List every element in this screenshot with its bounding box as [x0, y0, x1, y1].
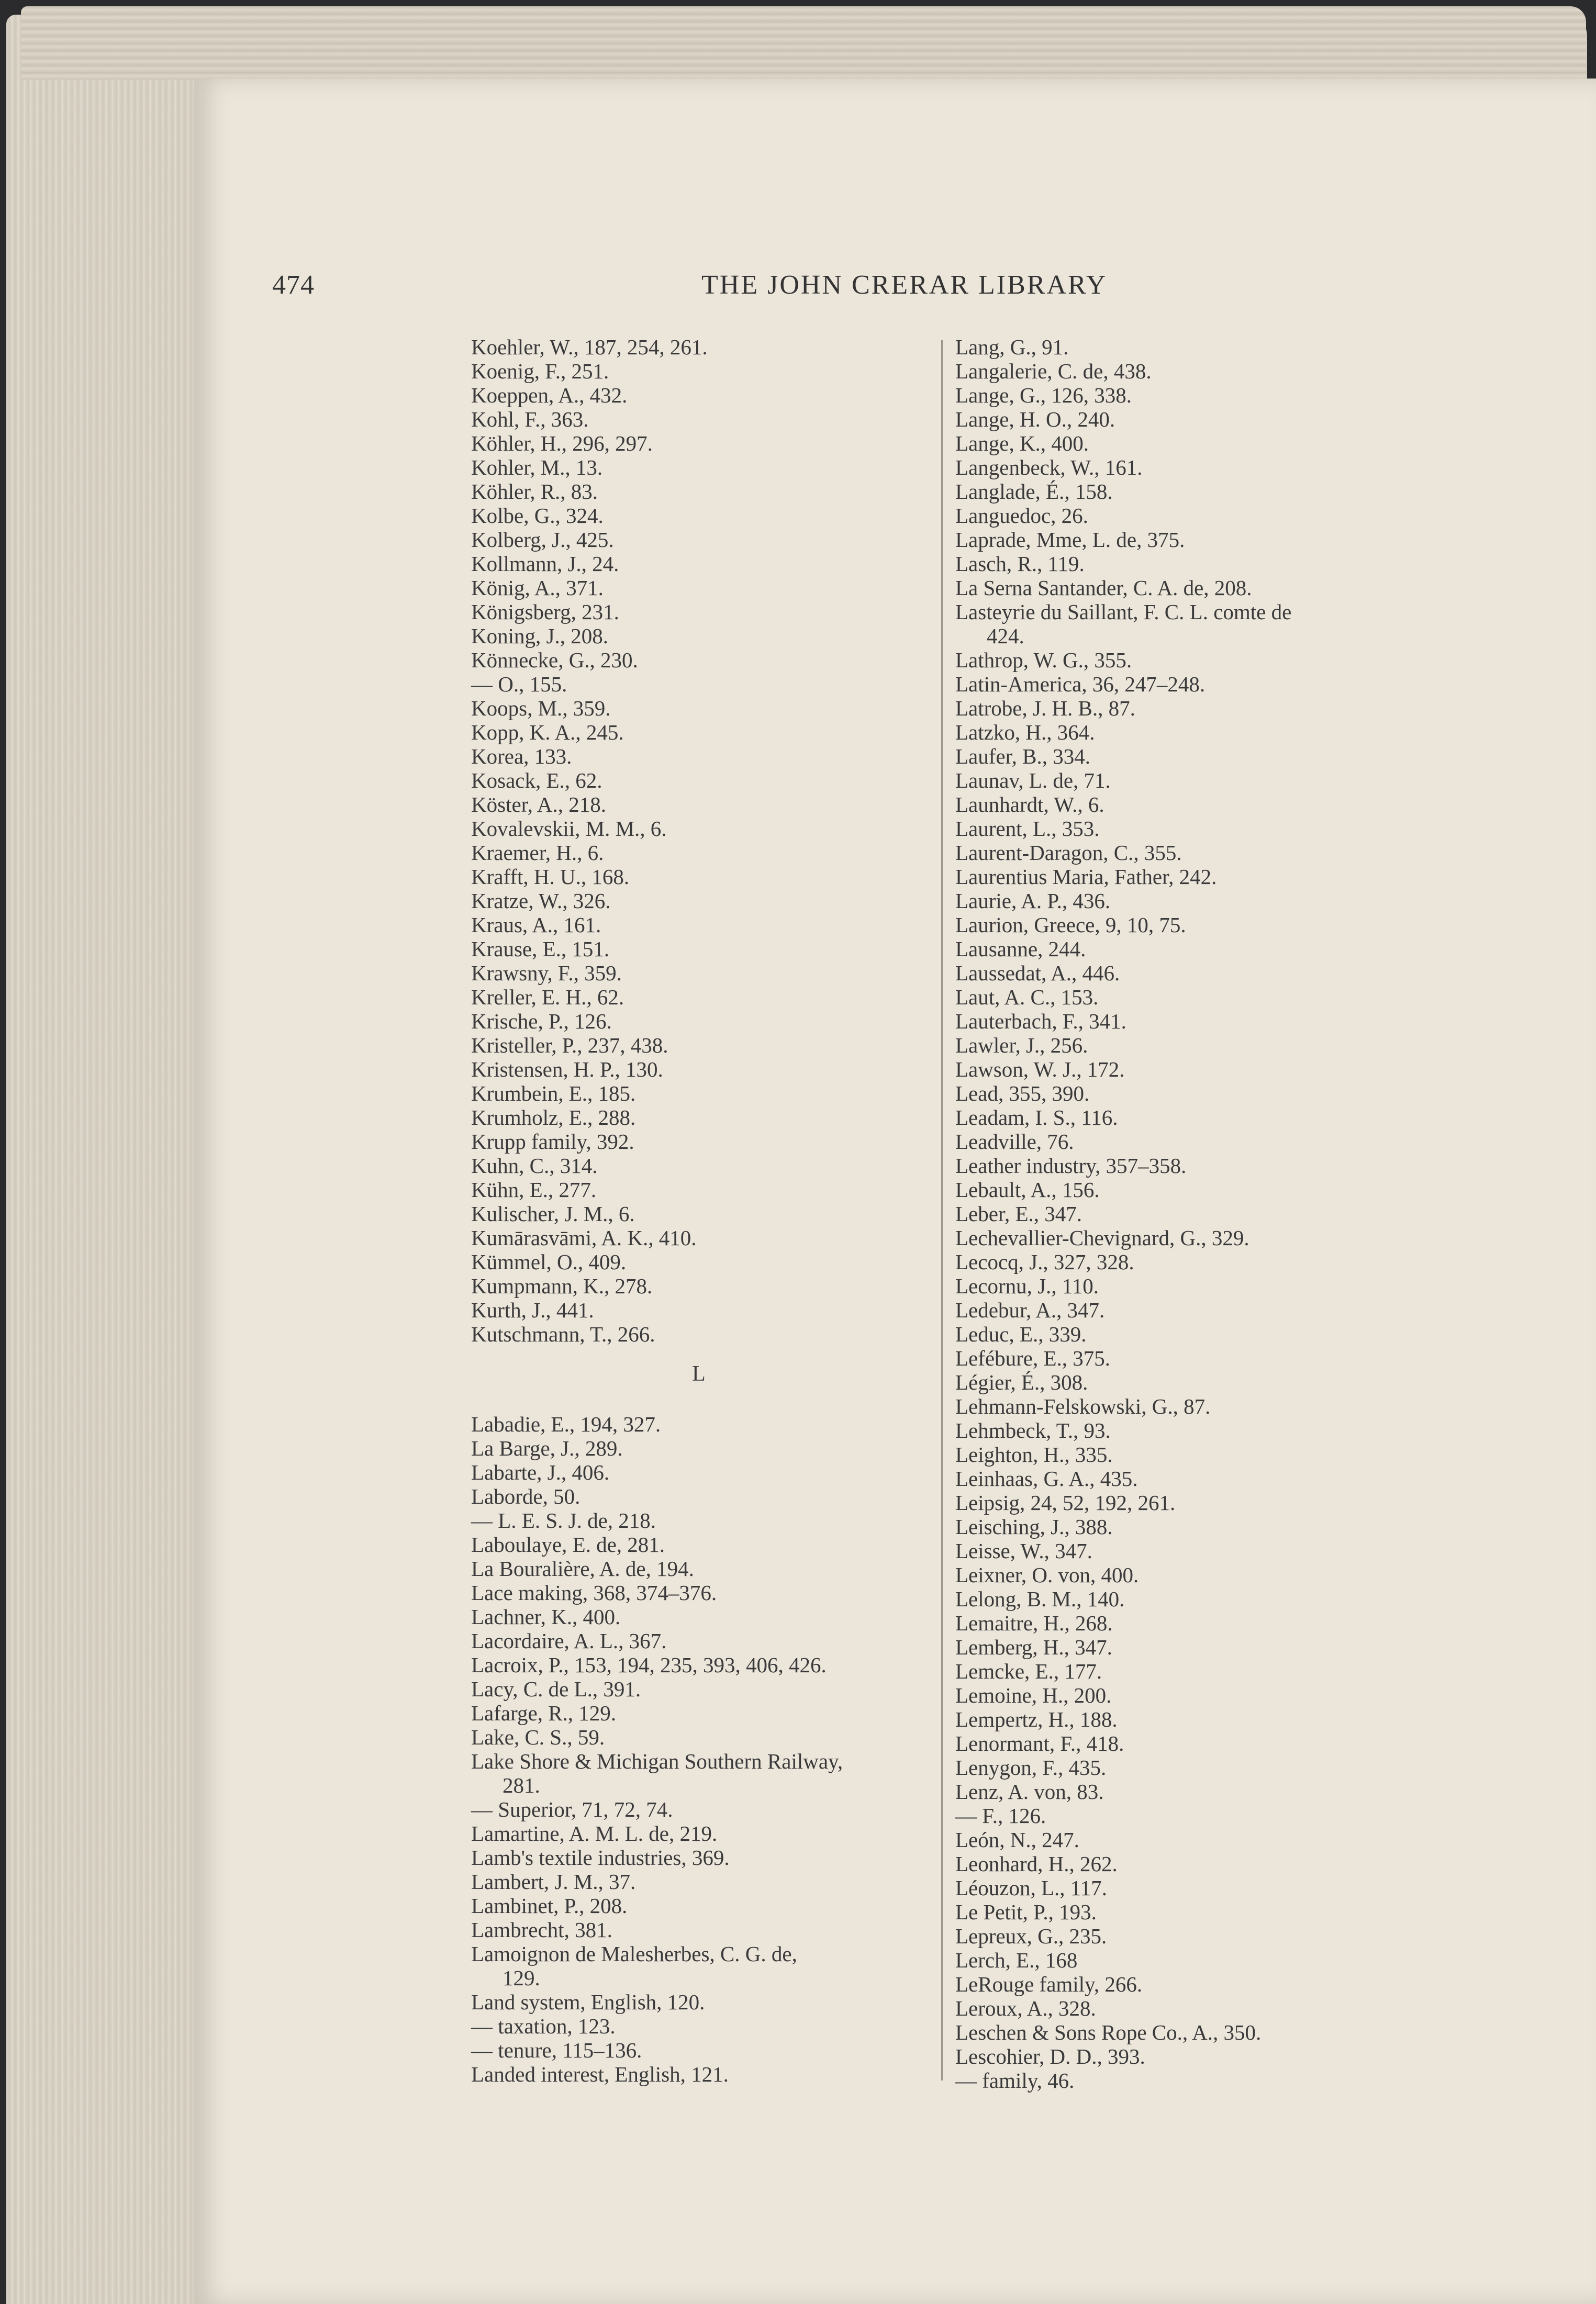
- index-entry: Lambinet, P., 208.: [471, 1894, 628, 1918]
- index-entry: Lafarge, R., 129.: [471, 1701, 617, 1725]
- index-entry: Lempertz, H., 188.: [955, 1707, 1118, 1731]
- entry-continuation: 129.: [503, 1966, 540, 1990]
- index-entry: Lemberg, H., 347.: [955, 1635, 1112, 1659]
- index-entry: Leisching, J., 388.: [955, 1515, 1113, 1539]
- index-entry: Lace making, 368, 374–376.: [471, 1581, 717, 1605]
- index-entry: Lemoine, H., 200.: [955, 1683, 1112, 1707]
- index-entry: Lemcke, E., 177.: [955, 1659, 1102, 1683]
- index-entry: Kraus, A., 161.: [471, 913, 601, 937]
- index-entry: Krause, E., 151.: [471, 937, 610, 961]
- book-top-edges: [21, 6, 1586, 80]
- section-letter: L: [692, 1362, 706, 1386]
- index-entry: Lemaitre, H., 268.: [955, 1611, 1113, 1635]
- index-entry: Land system, English, 120.: [471, 1990, 705, 2014]
- index-entry-wrapped: [471, 1942, 927, 1990]
- index-entry: Latin-America, 36, 247–248.: [955, 672, 1206, 696]
- index-entry: Kovalevskii, M. M., 6.: [471, 817, 667, 841]
- index-entry: Ledebur, A., 347.: [955, 1298, 1105, 1322]
- index-entry: Lachner, K., 400.: [471, 1605, 621, 1629]
- index-entry: Lelong, B. M., 140.: [955, 1587, 1125, 1611]
- index-column-right: [955, 335, 1426, 2093]
- index-entry: Krafft, H. U., 168.: [471, 865, 630, 889]
- index-entry: Leinhaas, G. A., 435.: [955, 1467, 1138, 1491]
- index-entry: Kristensen, H. P., 130.: [471, 1057, 663, 1081]
- index-entry: Krawsny, F., 359.: [471, 961, 622, 985]
- index-entry: La Serna Santander, C. A. de, 208.: [955, 576, 1252, 600]
- index-entry: Lamartine, A. M. L. de, 219.: [471, 1821, 718, 1846]
- index-entry: Leipsig, 24, 52, 192, 261.: [955, 1491, 1176, 1515]
- index-entry: Kristeller, P., 237, 438.: [471, 1033, 668, 1057]
- index-entry: Lang, G., 91.: [955, 335, 1069, 359]
- index-entry: Kümmel, O., 409.: [471, 1250, 627, 1274]
- index-entry: Laurion, Greece, 9, 10, 75.: [955, 913, 1186, 937]
- index-entry: — Superior, 71, 72, 74.: [471, 1797, 673, 1821]
- index-entry: Laussedat, A., 446.: [955, 961, 1120, 985]
- index-entry: León, N., 247.: [955, 1828, 1079, 1852]
- index-entry: LeRouge family, 266.: [955, 1972, 1143, 1996]
- index-entry: Kumārasvāmi, A. K., 410.: [471, 1226, 697, 1250]
- index-entry: Lechevallier-Chevignard, G., 329.: [955, 1226, 1249, 1250]
- index-entry: Koenig, F., 251.: [471, 359, 609, 383]
- entries-right-part-1: [955, 335, 1426, 600]
- index-entry: — O., 155.: [471, 672, 567, 696]
- index-entry: Laurie, A. P., 436.: [955, 889, 1111, 913]
- index-entry: Langenbeck, W., 161.: [955, 455, 1143, 479]
- index-entry: La Barge, J., 289.: [471, 1436, 623, 1460]
- index-entry: Kolberg, J., 425.: [471, 528, 614, 552]
- index-entry: Krumholz, E., 288.: [471, 1105, 636, 1129]
- index-entry: Leixner, O. von, 400.: [955, 1563, 1139, 1587]
- index-entry: Lasch, R., 119.: [955, 552, 1085, 576]
- index-entry: Leather industry, 357–358.: [955, 1154, 1187, 1178]
- index-entry: Lefébure, E., 375.: [955, 1346, 1110, 1370]
- index-entry: Lecocq, J., 327, 328.: [955, 1250, 1134, 1274]
- index-entry: Kohl, F., 363.: [471, 407, 589, 431]
- index-entry: Leisse, W., 347.: [955, 1539, 1092, 1563]
- index-entry: Lacordaire, A. L., 367.: [471, 1629, 667, 1653]
- index-entry: Laborde, 50.: [471, 1484, 581, 1508]
- index-entry: Launhardt, W., 6.: [955, 792, 1104, 817]
- index-entry: Köster, A., 218.: [471, 792, 607, 817]
- index-entry: Köhler, H., 296, 297.: [471, 431, 653, 455]
- index-entry: Könnecke, G., 230.: [471, 648, 638, 672]
- index-entry: Laprade, Mme, L. de, 375.: [955, 528, 1185, 552]
- index-entry: Laufer, B., 334.: [955, 744, 1090, 768]
- index-entry: Lecornu, J., 110.: [955, 1274, 1099, 1298]
- index-entry: Lange, H. O., 240.: [955, 407, 1115, 431]
- index-entry: Lehmbeck, T., 93.: [955, 1418, 1111, 1442]
- index-entry: — L. E. S. J. de, 218.: [471, 1508, 656, 1533]
- index-entry: Latzko, H., 364.: [955, 720, 1095, 744]
- index-entry: Kulischer, J. M., 6.: [471, 1202, 635, 1226]
- index-entry: Lawler, J., 256.: [955, 1033, 1088, 1057]
- entry-main-line: Lake Shore & Michigan Southern Railway,: [471, 1749, 843, 1773]
- column-divider: [941, 340, 943, 2081]
- index-entry: Lacroix, P., 153, 194, 235, 393, 406, 426.: [471, 1653, 827, 1677]
- index-entry: La Bouralière, A. de, 194.: [471, 1557, 694, 1581]
- index-entry: Krupp family, 392.: [471, 1129, 634, 1154]
- index-entry: Kumpmann, K., 278.: [471, 1274, 653, 1298]
- index-entry: Launav, L. de, 71.: [955, 768, 1111, 792]
- index-entry: Kopp, K. A., 245.: [471, 720, 624, 744]
- index-entry: Kuhn, C., 314.: [471, 1154, 598, 1178]
- index-entry: Korea, 133.: [471, 744, 572, 768]
- index-entry: Le Petit, P., 193.: [955, 1900, 1097, 1924]
- index-entry: Kolbe, G., 324.: [471, 504, 604, 528]
- index-entry: Kutschmann, T., 266.: [471, 1322, 655, 1346]
- index-entry: Kohler, M., 13.: [471, 455, 603, 479]
- index-entry-wrapped: [471, 1749, 927, 1797]
- index-entry: Kurth, J., 441.: [471, 1298, 594, 1322]
- index-entry: Kratze, W., 326.: [471, 889, 611, 913]
- index-entry: — taxation, 123.: [471, 2014, 616, 2038]
- index-entry: Leschen & Sons Rope Co., A., 350.: [955, 2020, 1262, 2044]
- index-entry: Lausanne, 244.: [955, 937, 1086, 961]
- index-entry: Lange, G., 126, 338.: [955, 383, 1132, 407]
- index-entry: Lenygon, F., 435.: [955, 1755, 1107, 1780]
- entries-l-part-1: [471, 1412, 927, 1749]
- entry-main-line: Lamoignon de Malesherbes, C. G. de,: [471, 1942, 797, 1966]
- index-entry: — F., 126.: [955, 1804, 1046, 1828]
- index-entry: Laurent, L., 353.: [955, 817, 1100, 841]
- index-column-left: [471, 335, 927, 2086]
- index-entry: Lake, C. S., 59.: [471, 1725, 605, 1749]
- index-entry: Lambert, J. M., 37.: [471, 1870, 636, 1894]
- index-entry: Labarte, J., 406.: [471, 1460, 610, 1484]
- index-entry: Lamb's textile industries, 369.: [471, 1846, 730, 1870]
- index-entry: Laurent-Daragon, C., 355.: [955, 841, 1182, 865]
- index-entry: Lerch, E., 168: [955, 1948, 1078, 1972]
- index-entry: Köhler, R., 83.: [471, 479, 598, 504]
- index-entry: Lawson, W. J., 172.: [955, 1057, 1125, 1081]
- index-entry: Leadam, I. S., 116.: [955, 1105, 1118, 1129]
- index-entry: Leroux, A., 328.: [955, 1996, 1096, 2020]
- index-entry: Koeppen, A., 432.: [471, 383, 628, 407]
- index-entry: Koops, M., 359.: [471, 696, 611, 720]
- index-entry: Lange, K., 400.: [955, 431, 1089, 455]
- entries-right-part-2: [955, 648, 1426, 2093]
- index-entry: Kraemer, H., 6.: [471, 841, 604, 865]
- running-title: THE JOHN CRERAR LIBRARY: [701, 270, 1108, 300]
- index-entry: Koehler, W., 187, 254, 261.: [471, 335, 708, 359]
- index-entry: Kollmann, J., 24.: [471, 552, 619, 576]
- index-entry: Languedoc, 26.: [955, 504, 1088, 528]
- index-entry: Léouzon, L., 117.: [955, 1876, 1107, 1900]
- index-entry: Langlade, É., 158.: [955, 479, 1113, 504]
- index-entry: Leber, E., 347.: [955, 1202, 1082, 1226]
- index-entry: Leduc, E., 339.: [955, 1322, 1087, 1346]
- index-entry: Lambrecht, 381.: [471, 1918, 612, 1942]
- page-number: 474: [272, 270, 315, 300]
- index-entry: Königsberg, 231.: [471, 600, 619, 624]
- index-entry: Lehmann-Felskowski, G., 87.: [955, 1394, 1211, 1418]
- index-entry: Lead, 355, 390.: [955, 1081, 1090, 1105]
- index-entry: Lathrop, W. G., 355.: [955, 648, 1132, 672]
- entries-l-part-2: [471, 1797, 927, 1942]
- entries-k: [471, 335, 927, 1346]
- index-entry: Laurentius Maria, Father, 242.: [955, 865, 1217, 889]
- index-entry: Leighton, H., 335.: [955, 1442, 1113, 1467]
- index-entry: Krische, P., 126.: [471, 1009, 612, 1033]
- running-header: [272, 270, 1183, 306]
- index-entry: Laboulaye, E. de, 281.: [471, 1533, 665, 1557]
- index-entry: Lenz, A. von, 83.: [955, 1780, 1104, 1804]
- index-entry: Lauterbach, F., 341.: [955, 1009, 1126, 1033]
- entry-main-line: Lasteyrie du Saillant, F. C. L. comte de: [955, 600, 1292, 624]
- index-entry: Kosack, E., 62.: [471, 768, 602, 792]
- index-entry: — tenure, 115–136.: [471, 2038, 642, 2062]
- index-entry: Langalerie, C. de, 438.: [955, 359, 1152, 383]
- index-entry: Leadville, 76.: [955, 1129, 1074, 1154]
- index-entry: Landed interest, English, 121.: [471, 2062, 729, 2086]
- index-entry: — family, 46.: [955, 2068, 1075, 2093]
- index-entry: Lebault, A., 156.: [955, 1178, 1100, 1202]
- index-entry: Lepreux, G., 235.: [955, 1924, 1107, 1948]
- index-entry: Labadie, E., 194, 327.: [471, 1412, 661, 1436]
- index-entry: Krumbein, E., 185.: [471, 1081, 636, 1105]
- index-entry: Légier, É., 308.: [955, 1370, 1088, 1394]
- entries-l-part-3: [471, 1990, 927, 2086]
- index-entry: Lescohier, D. D., 393.: [955, 2044, 1145, 2068]
- index-entry: Koning, J., 208.: [471, 624, 608, 648]
- entry-continuation: 424.: [987, 624, 1024, 648]
- entry-continuation: 281.: [503, 1773, 540, 1797]
- index-entry: Lacy, C. de L., 391.: [471, 1677, 641, 1701]
- index-entry: Leonhard, H., 262.: [955, 1852, 1118, 1876]
- index-entry-wrapped: [955, 600, 1426, 648]
- index-entry: Latrobe, J. H. B., 87.: [955, 696, 1135, 720]
- index-entry: Lenormant, F., 418.: [955, 1731, 1124, 1755]
- index-entry: Kreller, E. H., 62.: [471, 985, 624, 1009]
- index-entry: Laut, A. C., 153.: [955, 985, 1099, 1009]
- index-entry: Kühn, E., 277.: [471, 1178, 597, 1202]
- index-entry: König, A., 371.: [471, 576, 604, 600]
